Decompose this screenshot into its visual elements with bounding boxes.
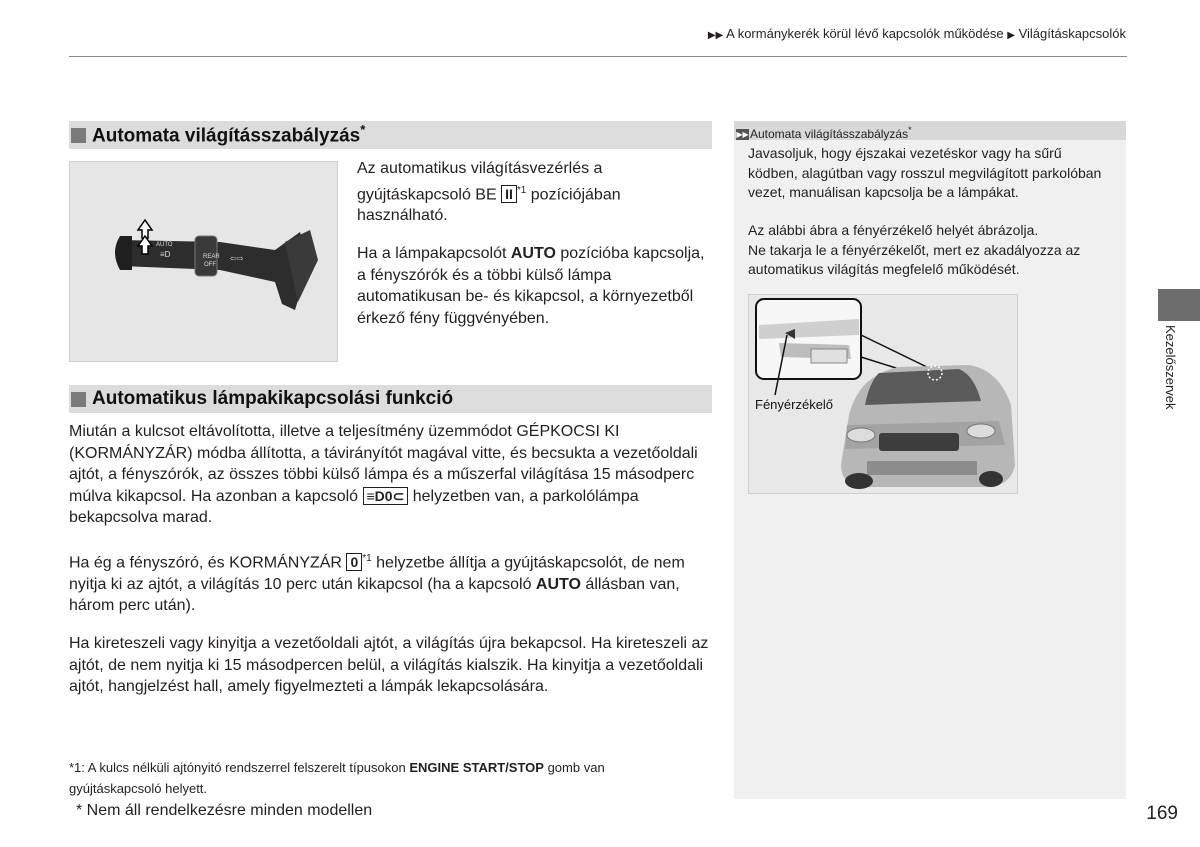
section-square-icon — [71, 128, 86, 143]
sidebar-paragraph1: Javasoljuk, hogy éjszakai vezetéskor vagy ha sűrű ködben, alagútban vagy rosszul megvilágított parkolóban vezet, manuálisan kapcsolja be a lámpákat. — [748, 145, 1102, 200]
section2-paragraph1: Miután a kulcsot eltávolította, illetve a teljesítmény üzemmódot GÉPKOCSI KI (KORMÁNYZÁR) módba állította, a távirányítót magával vitte, és becsukta a vezetőoldali ajtót, a fényszórók, az összes többi külső lámpa és a műszerfal világítása 15 másodperc múlva kikapcsol. Ha azonban a kapcsoló ≡D0⊂ helyzetben van, a parkolólámpa bekapcsolva marad. — [69, 423, 698, 526]
note-arrow-icon: ▶▶ — [736, 130, 749, 140]
section1-title: Automata világításszabályzás* — [92, 122, 366, 147]
svg-text:⇦⇨: ⇦⇨ — [230, 254, 244, 263]
section1-paragraph2: Ha a lámpakapcsolót AUTO pozícióba kapcsolja, a fényszórók és a többi külső lámpa automatikusan be- és kikapcsol, a környezetből érkező fény függvényében. — [357, 245, 705, 327]
ignition-lock-icon: 0 — [346, 553, 362, 571]
section-square-icon — [71, 392, 86, 407]
breadcrumb — [708, 26, 1126, 41]
section2-paragraph2: Ha ég a fényszóró, és KORMÁNYZÁR 0 $^{*1}$ helyzetbe állítja a gyújtáskapcsolót, de nem nyitja ki az ajtót, a világítás 10 perc után kikapcsol (ha a kapcsoló AUTO állásban van, három perc után). — [69, 553, 685, 615]
svg-text:≡D: ≡D — [160, 250, 171, 259]
svg-text:REAR: REAR — [203, 254, 220, 260]
car-sensor-illustration — [748, 294, 1018, 494]
section2-paragraph3: Ha kireteszeli vagy kinyitja a vezetőoldali ajtót, a világítás újra bekapcsol. Ha kireteszeli az ajtót, de nem nyitja ki 15 másodpercen belül, a világítás kialszik. Ha kinyitja a vezetőoldali ajtót, hangjelzést hall, amely figyelmezteti a lámpák lekapcsolására. — [69, 635, 709, 695]
double-arrow-icon: ▶▶ — [707, 30, 724, 41]
svg-text:AUTO: AUTO — [156, 242, 173, 248]
footnote: *1: A kulcs nélküli ajtónyitó rendszerrel felszerelt típusokon ENGINE START/STOP gomb van gyújtáskapcsoló helyett. — [69, 760, 605, 796]
car-drawing — [749, 295, 1018, 494]
top-rule — [69, 56, 1127, 57]
parking-light-icon: ≡D0⊂ — [363, 487, 409, 505]
sensor-label: Fényérzékelő — [755, 397, 834, 412]
section2-heading — [69, 385, 712, 413]
lever-illustration — [69, 161, 338, 362]
ignition-on-icon: II — [501, 185, 517, 203]
section2-title: Automatikus lámpakikapcsolási funkció — [92, 388, 454, 409]
chapter-tab-label: Kezelőszervek — [1163, 325, 1178, 410]
svg-text:OFF: OFF — [204, 262, 216, 268]
page-number: 169 — [1146, 803, 1178, 824]
section1-paragraph1: Az automatikus világításvezérlés a gyújtáskapcsoló BE II $^{*1}$ pozíciójában használható. — [357, 160, 621, 225]
arrow-icon: ▶ — [1007, 30, 1015, 41]
availability-note: * Nem áll rendelkezésre minden modellen — [76, 802, 373, 819]
section1-heading — [69, 121, 712, 149]
sidebar-heading: ▶▶Automata világításszabályzás* — [734, 121, 1126, 140]
breadcrumb-part2: Világításkapcsolók — [1018, 26, 1126, 41]
lever-drawing — [70, 162, 339, 363]
chapter-tab — [1158, 289, 1200, 321]
breadcrumb-part1: A kormánykerék körül lévő kapcsolók működése — [726, 26, 1004, 41]
sidebar-paragraph2: Az alábbi ábra a fényérzékelő helyét ábrázolja. Ne takarja le a fényérzékelőt, mert ez akadályozza az automatikus világítás megfelelő működését. — [748, 222, 1081, 277]
